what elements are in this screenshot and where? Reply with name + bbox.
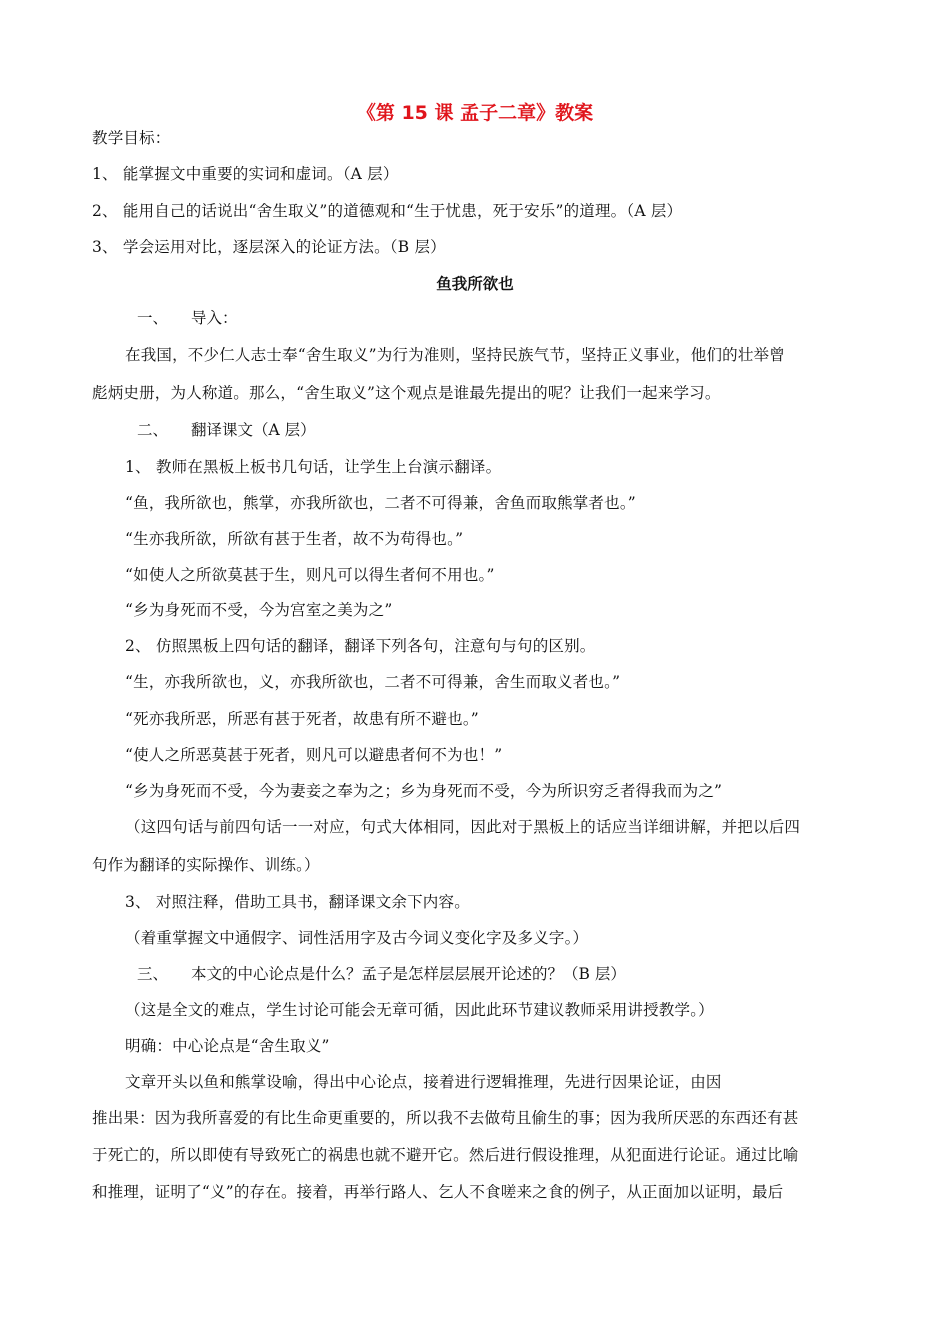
part3-paragraph-line: 推出果：因为我所喜爱的有比生命更重要的，所以我不去做苟且偷生的事；因为我所厌恶的东西还有甚	[92, 1109, 799, 1127]
part2-heading	[137, 420, 316, 440]
part2-step1: 1、 教师在黑板上板书几句话，让学生上台演示翻译。	[125, 458, 502, 476]
quote-line: “使人之所恶莫甚于死者，则凡可以避患者何不为也！”	[125, 746, 503, 764]
part3-heading	[137, 964, 626, 984]
part1-paragraph-line: 彪炳史册，为人称道。那么，“舍生取义”这个观点是谁最先提出的呢？让我们一起来学习。	[92, 384, 721, 402]
part2-label: 翻译课文（A 层）	[191, 421, 316, 439]
part1-heading	[137, 308, 238, 328]
part2-step3: 3、 对照注释，借助工具书，翻译课文余下内容。	[125, 893, 470, 911]
quote-line: “生，亦我所欲也，义，亦我所欲也，二者不可得兼，舍生而取义者也。”	[125, 673, 621, 691]
part3-paragraph-line: 文章开头以鱼和熊掌设喻，得出中心论点，接着进行逻辑推理，先进行因果论证，由因	[125, 1073, 722, 1091]
part3-label: 本文的中心论点是什么？孟子是怎样层层展开论述的？（B 层）	[191, 965, 626, 983]
part1-label: 导入：	[191, 309, 238, 327]
quote-line: “鱼，我所欲也，熊掌，亦我所欲也，二者不可得兼，舍鱼而取熊掌者也。”	[125, 494, 636, 512]
part3-paragraph-line: 和推理，证明了“义”的存在。接着，再举行路人、乞人不食嗟来之食的例子，从正面加以证明，最后	[92, 1183, 784, 1201]
part1-number: 一、	[137, 309, 169, 327]
part2-note: （着重掌握文中通假字、词性活用字及古今词义变化字及多义字。）	[125, 929, 589, 947]
document-title: 《第 15 课 孟子二章》教案	[356, 102, 594, 124]
quote-line: “乡为身死而不受，今为妻妾之奉为之；乡为身死而不受，今为所识穷乏者得我而为之”	[125, 782, 723, 800]
objective-item: 3、 学会运用对比，逐层深入的论证方法。（B 层）	[92, 238, 446, 256]
objectives-heading: 教学目标：	[92, 129, 171, 147]
section-title: 鱼我所欲也	[436, 275, 514, 293]
quote-line: “死亦我所恶，所恶有甚于死者，故患有所不避也。”	[125, 710, 479, 728]
quote-line: “如使人之所欲莫甚于生，则凡可以得生者何不用也。”	[125, 566, 495, 584]
part2-note-line: （这四句话与前四句话一一对应，句式大体相同，因此对于黑板上的话应当详细讲解，并把以后四	[125, 818, 801, 836]
part2-note-line: 句作为翻译的实际操作、训练。）	[92, 856, 320, 874]
part3-clarify: 明确：中心论点是“舍生取义”	[125, 1037, 330, 1055]
part2-number: 二、	[137, 421, 169, 439]
part2-step2: 2、 仿照黑板上四句话的翻译，翻译下列各句，注意句与句的区别。	[125, 637, 596, 655]
objective-item: 1、 能掌握文中重要的实词和虚词。（A 层）	[92, 165, 399, 183]
part3-note: （这是全文的难点，学生讨论可能会无章可循，因此此环节建议教师采用讲授教学。）	[125, 1001, 714, 1019]
quote-line: “生亦我所欲，所欲有甚于生者，故不为苟得也。”	[125, 530, 464, 548]
quote-line: “乡为身死而不受，今为宫室之美为之”	[125, 601, 393, 619]
part1-paragraph-line: 在我国，不少仁人志士奉“舍生取义”为行为准则，坚持民族气节，坚持正义事业，他们的壮举曾	[125, 346, 785, 364]
objective-item: 2、 能用自己的话说出“舍生取义”的道德观和“生于忧患，死于安乐”的道理。（A 层）	[92, 202, 683, 220]
part3-number: 三、	[137, 965, 169, 983]
part3-paragraph-line: 于死亡的，所以即使有导致死亡的祸患也就不避开它。然后进行假设推理，从犯面进行论证。通过比喻	[92, 1146, 799, 1164]
